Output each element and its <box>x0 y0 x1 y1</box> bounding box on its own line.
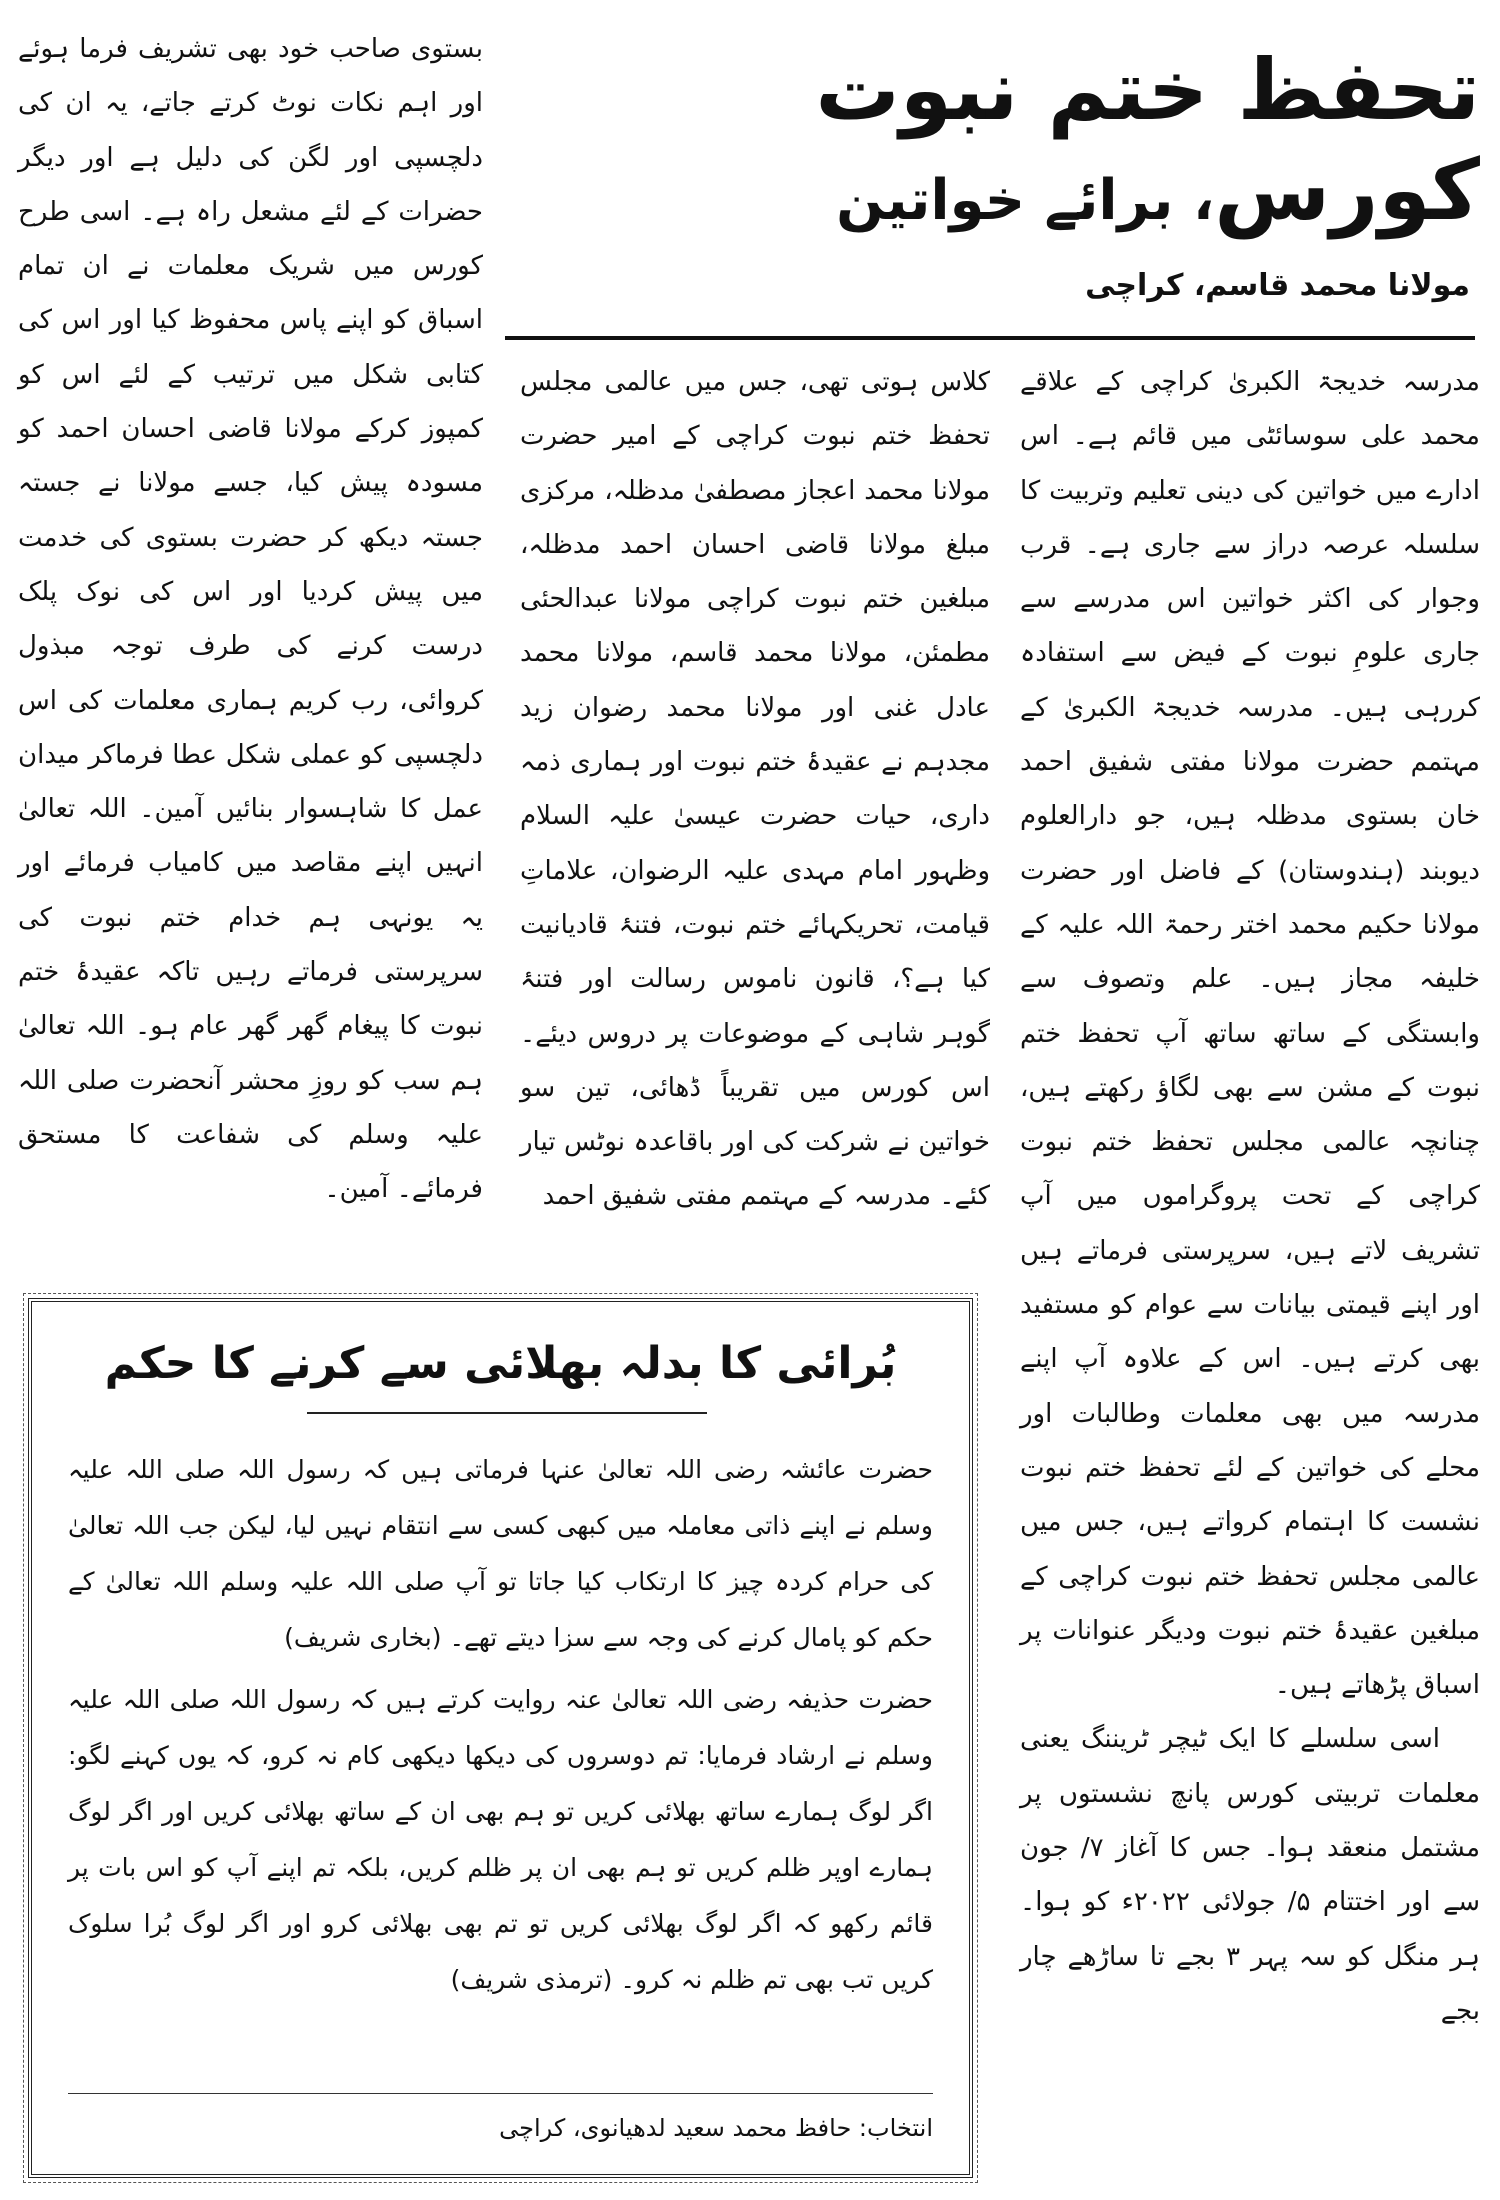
article-column-left <box>18 22 483 1217</box>
article-headline <box>540 40 1480 250</box>
box-paragraph: حضرت حذیفہ رضی اللہ تعالیٰ عنہ روایت کرتے ہیں کہ رسول اللہ صلی اللہ علیہ وسلم نے ارشاد فرمایا: تم دوسروں کی دیکھا دیکھی کام نہ کرو، کہ یوں کہنے لگو: اگر لوگ ہمارے ساتھ بھلائی کریں تو ہم بھی ان کے ساتھ بھلائی کریں اور اگر لوگ ہمارے اوپر ظلم کریں تو ہم بھی ان پر ظلم کریں، بلکہ تم اپنے آپ کو اس بات پر قائم رکھو کہ اگر لوگ بھلائی کریں تو تم بھی بھلائی کرو اور اگر لوگ بُرا سلوک کریں تب بھی تم ظلم نہ کرو۔ (ترمذی شریف) <box>68 1685 933 1994</box>
hadith-box <box>28 1298 973 2178</box>
byline-divider <box>505 336 1475 340</box>
box-paragraph: حضرت عائشہ رضی اللہ تعالیٰ عنہا فرماتی ہیں کہ رسول اللہ صلی اللہ علیہ وسلم نے اپنے ذاتی معاملہ میں کبھی کسی سے انتقام نہیں لیا، لیکن جب اللہ تعالیٰ کی حرام کردہ چیز کا ارتکاب کیا جاتا تو آپ صلی اللہ علیہ وسلم اللہ تعالیٰ کے حکم کو پامال کرنے کی وجہ سے سزا دیتے تھے۔ (بخاری شریف) <box>68 1455 933 1652</box>
headline-title: تحفظ ختم نبوت کورس <box>815 41 1480 239</box>
article-paragraph: مدرسہ خدیجۃ الکبریٰ کراچی کے علاقے محمد علی سوسائٹی میں قائم ہے۔ اس ادارے میں خواتین کی دینی تعلیم وتربیت کا سلسلہ عرصہ دراز سے جاری ہے۔ قرب وجوار کی اکثر خواتین اس مدرسے سے جاری علومِ نبوت کے فیض سے استفادہ کررہی ہیں۔ مدرسہ خدیجۃ الکبریٰ کے مہتمم حضرت مولانا مفتی شفیق احمد خان بستوی مدظلہ ہیں، جو دارالعلوم دیوبند (ہندوستان) کے فاضل اور حضرت مولانا حکیم محمد اختر رحمۃ اللہ علیہ کے خلیفہ مجاز ہیں۔ علم وتصوف سے وابستگی کے ساتھ ساتھ آپ تحفظ ختم نبوت کے مشن سے بھی لگاؤ رکھتے ہیں، چنانچہ عالمی مجلس تحفظ ختم نبوت کراچی کے تحت پروگراموں میں آپ تشریف لاتے ہیں، سرپرستی فرماتے ہیں اور اپنے قیمتی بیانات سے عوام کو مستفید بھی کرتے ہیں۔ اس کے علاوہ آپ اپنے مدرسہ میں بھی معلمات وطالبات اور محلے کی خواتین کے لئے تحفظ ختم نبوت نشست کا اہتمام کرواتے ہیں، جس میں عالمی مجلس تحفظ ختم نبوت کراچی کے مبلغین عقیدۂ ختم نبوت ودیگر عنوانات پر اسباق پڑھاتے ہیں۔ <box>1020 367 1480 1701</box>
article-paragraph: بستوی صاحب خود بھی تشریف فرما ہوئے اور اہم نکات نوٹ کرتے جاتے، یہ ان کی دلچسپی اور لگن کی دلیل ہے اور دیگر حضرات کے لئے مشعل راہ ہے۔ اسی طرح کورس میں شریک معلمات نے ان تمام اسباق کو اپنے پاس محفوظ کیا اور اس کی کتابی شکل میں ترتیب کے لئے اس کو کمپوز کرکے مولانا قاضی احسان احمد کو مسودہ پیش کیا، جسے مولانا نے جستہ جستہ دیکھ کر حضرت بستوی کی خدمت میں پیش کردیا اور اس کی نوک پلک درست کرنے کی طرف توجہ مبذول کروائی، رب کریم ہماری معلمات کی اس دلچسپی کو عملی شکل عطا فرماکر میدان عمل کا شاہسوار بنائیں آمین۔ اللہ تعالیٰ انہیں اپنے مقاصد میں کامیاب فرمائے اور یہ یونہی ہم خدام ختم نبوت کی سرپرستی فرماتے رہیں تاکہ عقیدۂ ختم نبوت کا پیغام گھر گھر عام ہو۔ اللہ تعالیٰ ہم سب کو روزِ محشر آنحضرت صلی اللہ علیہ وسلم کی شفاعت کا مستحق فرمائے۔ آمین۔ <box>18 34 483 1205</box>
box-body <box>68 1442 933 2014</box>
box-divider <box>68 2093 933 2094</box>
box-title: بُرائی کا بدلہ بھلائی سے کرنے کا حکم <box>104 1338 897 1389</box>
article-column-right <box>1020 355 1480 2038</box>
article-column-middle <box>520 355 990 1224</box>
author-byline: مولانا محمد قاسم، کراچی <box>1085 268 1470 303</box>
article-paragraph: اسی سلسلے کا ایک ٹیچر ٹریننگ یعنی معلمات تربیتی کورس پانچ نشستوں پر مشتمل منعقد ہوا۔ جس کا آغاز ۷/ جون سے اور اختتام ۵/ جولائی ۲۰۲۲ء کو ہوا۔ ہر منگل کو سہ پہر ۳ بجے تا ساڑھے چار بجے <box>1020 1724 1481 2026</box>
headline-subtitle: ، برائے خواتین <box>836 168 1215 233</box>
box-title-underline <box>307 1412 707 1414</box>
headline-title-line <box>540 40 1480 251</box>
article-paragraph: کلاس ہوتی تھی، جس میں عالمی مجلس تحفظ ختم نبوت کراچی کے امیر حضرت مولانا محمد اعجاز مصطفیٰ مدظلہ، مرکزی مبلغ مولانا قاضی احسان احمد مدظلہ، مبلغین ختم نبوت کراچی مولانا عبدالحئی مطمئن، مولانا محمد قاسم، مولانا محمد عادل غنی اور مولانا محمد رضوان زید مجدہم نے عقیدۂ ختم نبوت اور ہماری ذمہ داری، حیات حضرت عیسیٰ علیہ السلام وظہور امام مہدی علیہ الرضوان، علاماتِ قیامت، تحریکہائے ختم نبوت، فتنۂ قادیانیت کیا ہے؟، قانون ناموس رسالت اور فتنۂ گوہر شاہی کے موضوعات پر دروس دیئے۔ اس کورس میں تقریباً ڈھائی، تین سو خواتین نے شرکت کی اور باقاعدہ نوٹس تیار کئے۔ مدرسہ کے مہتمم مفتی شفیق احمد <box>520 367 990 1212</box>
box-credit: انتخاب: حافظ محمد سعید لدھیانوی، کراچی <box>499 2114 933 2142</box>
